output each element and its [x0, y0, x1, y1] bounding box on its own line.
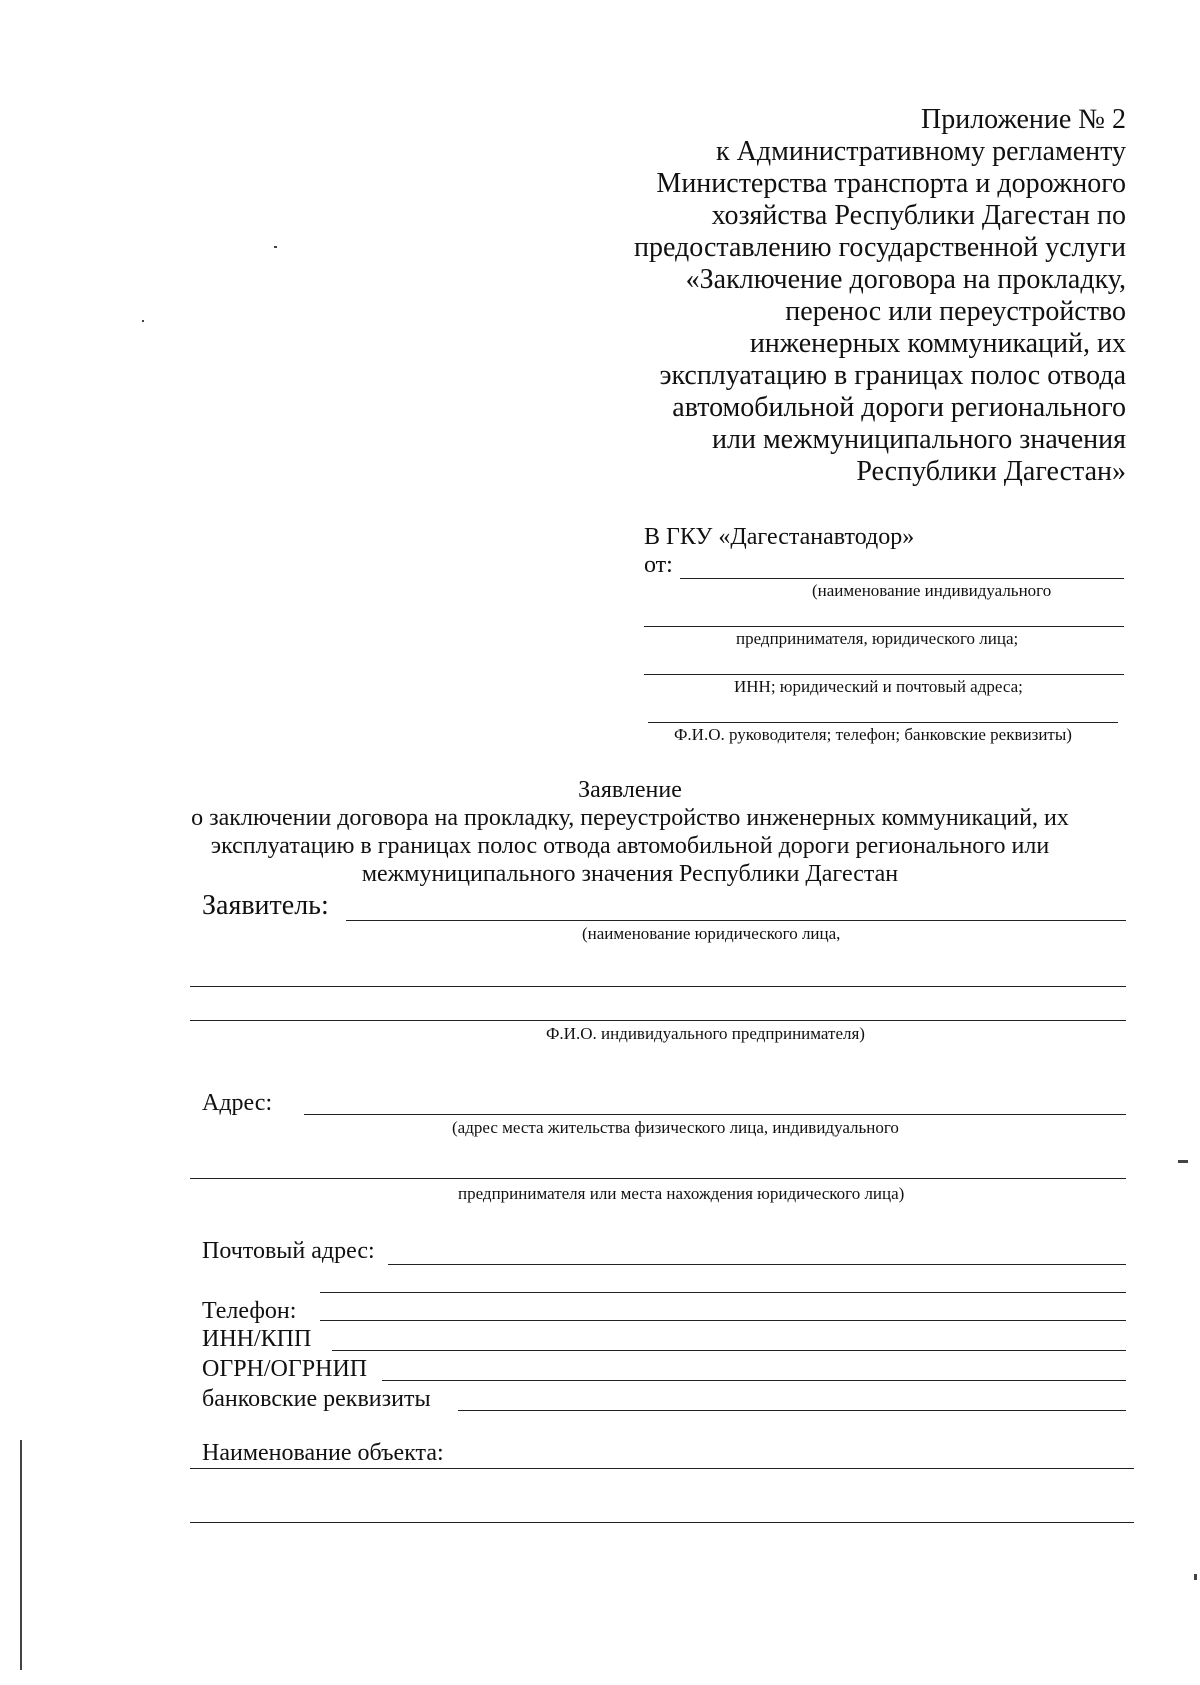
- recipient-line: [644, 674, 1124, 675]
- ogrn-label: ОГРН/ОГРНИП: [202, 1356, 368, 1382]
- appendix-line: инженерных коммуникаций, их: [749, 328, 1126, 359]
- phone-field-line[interactable]: [320, 1320, 1126, 1321]
- statement-subtitle-line: эксплуатацию в границах полос отвода автомобильной дороги регионального или: [210, 833, 1050, 859]
- recipient-from-label: от:: [644, 552, 673, 578]
- appendix-line: «Заключение договора на прокладку,: [685, 264, 1126, 295]
- scan-speck: [1178, 1160, 1188, 1163]
- recipient-to: В ГКУ «Дагестанавтодор»: [644, 524, 915, 550]
- postal-address-field-line[interactable]: [388, 1264, 1126, 1265]
- scan-edge-line: [20, 1440, 22, 1670]
- bank-details-field-line[interactable]: [458, 1410, 1126, 1411]
- address-caption: (адрес места жительства физического лица, индивидуального: [452, 1118, 899, 1137]
- appendix-line: к Административному регламенту: [716, 136, 1126, 167]
- appendix-line: или межмуниципального значения: [712, 424, 1126, 455]
- recipient-caption: (наименование индивидуального: [812, 581, 1052, 600]
- phone-label: Телефон:: [202, 1298, 297, 1324]
- appendix-line: эксплуатацию в границах полос отвода: [659, 360, 1126, 391]
- recipient-line: [648, 722, 1118, 723]
- ogrn-field-line[interactable]: [382, 1380, 1126, 1381]
- postal-address-field-line[interactable]: [320, 1292, 1126, 1293]
- statement-subtitle-line: о заключении договора на прокладку, переустройство инженерных коммуникаций, их: [191, 805, 1069, 831]
- statement-subtitle-line: межмуниципального значения Республики Дагестан: [361, 861, 899, 887]
- inn-kpp-label: ИНН/КПП: [202, 1326, 312, 1352]
- appendix-line: Министерства транспорта и дорожного: [656, 168, 1126, 199]
- appendix-line: Республики Дагестан»: [856, 456, 1126, 487]
- object-name-label: Наименование объекта:: [202, 1440, 444, 1466]
- recipient-caption: ИНН; юридический и почтовый адреса;: [734, 677, 1023, 696]
- recipient-caption: Ф.И.О. руководителя; телефон; банковские реквизиты): [674, 725, 1072, 744]
- object-name-field-line[interactable]: [190, 1468, 1134, 1469]
- address-label: Адрес:: [202, 1090, 273, 1116]
- recipient-caption: предпринимателя, юридического лица;: [736, 629, 1019, 648]
- postal-address-label: Почтовый адрес:: [202, 1238, 375, 1264]
- applicant-label: Заявитель:: [202, 890, 329, 921]
- address-field-line[interactable]: [190, 1178, 1126, 1179]
- address-caption: предпринимателя или места нахождения юридического лица): [458, 1184, 905, 1203]
- appendix-line: предоставлению государственной услуги: [634, 232, 1126, 263]
- appendix-header: [566, 104, 1126, 488]
- address-field-line[interactable]: [304, 1114, 1126, 1115]
- appendix-line: перенос или переустройство: [785, 296, 1126, 327]
- appendix-line: Приложение № 2: [921, 104, 1126, 135]
- applicant-field-line[interactable]: [190, 986, 1126, 987]
- inn-kpp-field-line[interactable]: [332, 1350, 1126, 1351]
- applicant-field-line[interactable]: [190, 1020, 1126, 1021]
- object-name-field-line[interactable]: [190, 1522, 1134, 1523]
- recipient-line: [644, 626, 1124, 627]
- recipient-from-line: [680, 578, 1124, 579]
- bank-details-label: банковские реквизиты: [202, 1386, 431, 1412]
- scan-speck: [274, 246, 277, 248]
- appendix-line: хозяйства Республики Дагестан по: [711, 200, 1126, 231]
- scan-speck: [1194, 1574, 1197, 1580]
- scan-speck: [142, 320, 144, 322]
- applicant-caption: Ф.И.О. индивидуального предпринимателя): [546, 1024, 865, 1043]
- appendix-line: автомобильной дороги регионального: [672, 392, 1126, 423]
- applicant-caption: (наименование юридического лица,: [582, 924, 841, 943]
- statement-heading: Заявление: [578, 777, 682, 803]
- applicant-field-line[interactable]: [346, 920, 1126, 921]
